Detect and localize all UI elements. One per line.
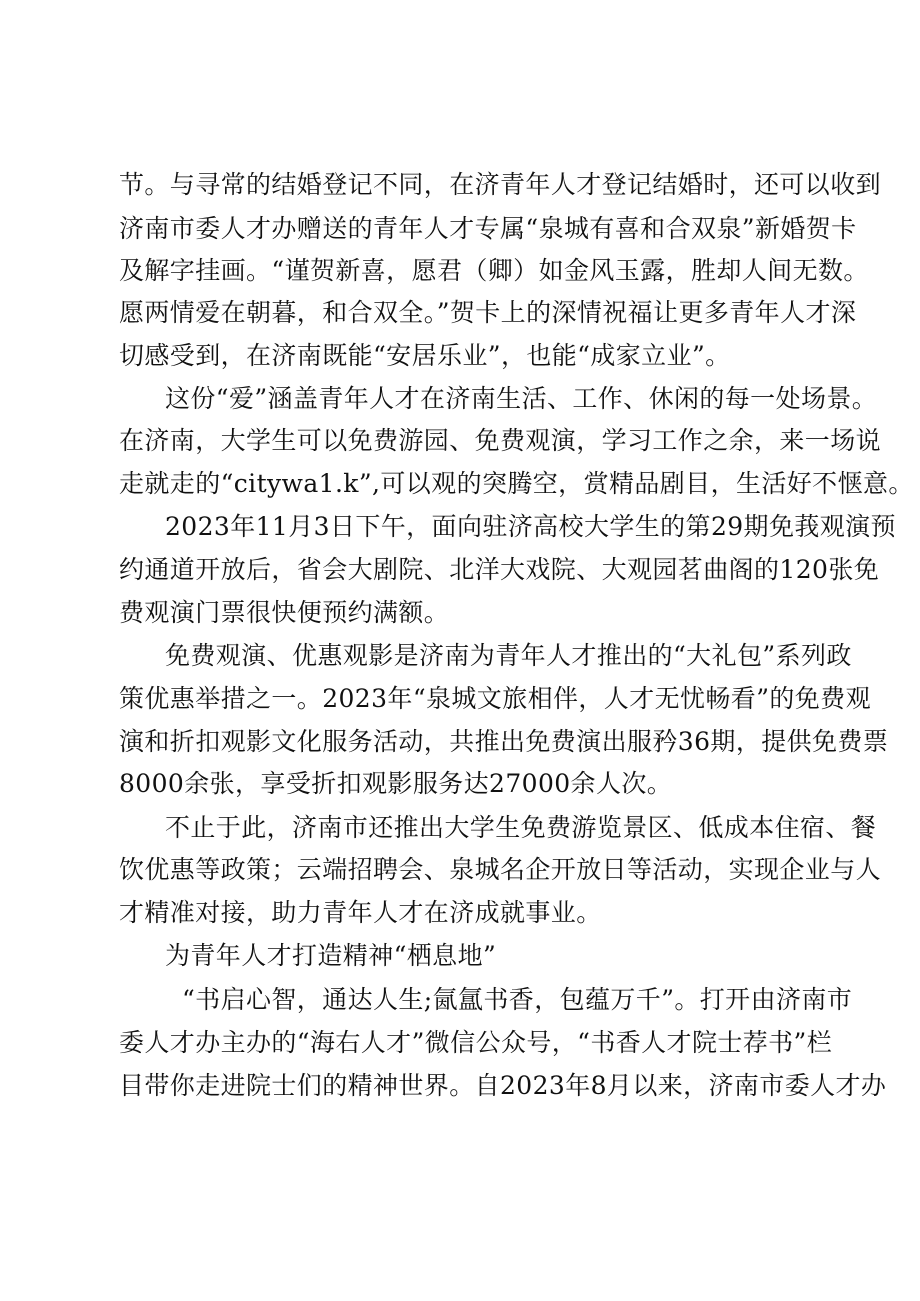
text-line: 在济南，大学生可以免费游园、免费观演，学习工作之余，来一场说: [119, 426, 882, 455]
text-line: 8000余张，享受折扣观影服务达27000余人次。: [119, 769, 673, 798]
text-line: 饮优惠等政策；云端招聘会、泉城名企开放日等活动，实现企业与人: [119, 855, 882, 884]
paragraph-first-line: 不止于此，济南市还推出大学生免费游览景区、低成本住宿、餐: [165, 813, 877, 842]
text-line: 及解字挂画。“谨贺新喜，愿君（卿）如金风玉露，胜却人间无数。: [119, 256, 869, 285]
text-line: 委人才办主办的“海右人才”微信公众号，“书香人才院士荐书”栏: [119, 1028, 833, 1057]
text-line: 切感受到，在济南既能“安居乐业”，也能“成家立业”。: [119, 341, 731, 370]
text-line: 策优惠举措之一。2023年“泉城文旅相伴，人才无忧畅看”的免费观: [119, 684, 871, 713]
text-line: 约通道开放后，省会大剧院、北洋大戏院、大观园茗曲阁的120张免: [119, 555, 880, 584]
text-line: 才精准对接，助力青年人才在济成就事业。: [119, 898, 602, 927]
paragraph-first-line: 这份“爱”涵盖青年人才在济南生活、工作、休闲的每一处场景。: [165, 384, 878, 413]
text-line: 费观演门票很快便预约满额。: [119, 598, 450, 627]
paragraph-first-line: 2023年11月3日下午，面向驻济高校大学生的第29期免莪观演预: [165, 512, 896, 541]
text-line: 目带你走进院士们的精神世界。自2023年8月以来，济南市委人才办: [119, 1071, 887, 1100]
text-line: 演和折扣观影文化服务活动，共推出免费演出服矜36期，提供免费票: [119, 727, 889, 756]
paragraph-first-line: 免费观演、优惠观影是济南为青年人才推出的“大礼包”系列政: [165, 641, 852, 670]
paragraph-first-line: “书启心智，通达人生;氤氲书香，包蕴万千”。打开由济南市: [182, 985, 853, 1014]
text-line: 济南市委人才办赠送的青年人才专属“泉城有喜和合双泉”新婚贺卡: [119, 214, 857, 243]
text-line: 节。与寻常的结婚登记不同，在济青年人才登记结婚时，还可以收到: [119, 170, 882, 199]
text-line: 走就走的“citywa1.k”,可以观的突腾空，赏精品剧目，生活好不惬意。: [119, 469, 914, 498]
section-heading: 为青年人才打造精神“栖息地”: [165, 941, 497, 970]
text-line: 愿两情爱在朝暮，和合双全。”贺卡上的深情祝福让更多青年人才深: [119, 298, 857, 327]
